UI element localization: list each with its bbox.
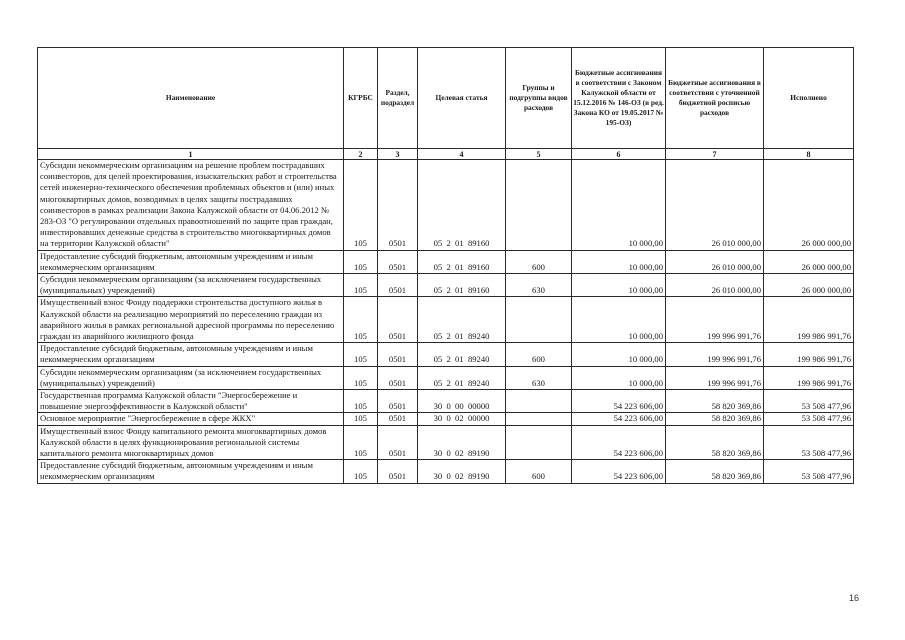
row-target: 05 2 01 89240: [418, 343, 506, 366]
row-group: [506, 297, 572, 343]
row-name: Предоставление субсидий бюджетным, автономным учреждениям и иным некоммерческим организациям: [38, 250, 344, 273]
row-law-amount: 10 000,00: [572, 366, 666, 389]
row-name: Субсидии некоммерческим организациям (за исключением государственных (муниципальных) учреждений): [38, 366, 344, 389]
row-group: [506, 160, 572, 251]
column-number: 7: [666, 149, 764, 160]
row-group: [506, 425, 572, 460]
row-target: 05 2 01 89160: [418, 250, 506, 273]
column-number: 8: [764, 149, 854, 160]
table-row: [38, 390, 854, 413]
table-row: [38, 425, 854, 460]
row-executed-amount: 53 508 477,96: [764, 390, 854, 413]
row-kgrbs: 105: [344, 297, 378, 343]
row-section: 0501: [378, 413, 418, 425]
row-revised-amount: 199 996 991,76: [666, 343, 764, 366]
table-row: [38, 250, 854, 273]
row-name: Предоставление субсидий бюджетным, автономным учреждениям и иным некоммерческим организациям: [38, 460, 344, 483]
row-section: 0501: [378, 274, 418, 297]
table-row: [38, 160, 854, 251]
row-group: 600: [506, 343, 572, 366]
row-revised-amount: 58 820 369,86: [666, 413, 764, 425]
header-target: Целевая статья: [418, 48, 506, 149]
row-kgrbs: 105: [344, 160, 378, 251]
row-group: 600: [506, 460, 572, 483]
row-name: Субсидии некоммерческим организациям (за исключением государственных (муниципальных) учреждений): [38, 274, 344, 297]
row-section: 0501: [378, 250, 418, 273]
row-kgrbs: 105: [344, 425, 378, 460]
table-row: [38, 366, 854, 389]
column-number: 2: [344, 149, 378, 160]
header-revised: Бюджетные ассигнования в соответствии с уточненной бюджетной росписью расходов: [666, 48, 764, 149]
table-header-row: [38, 48, 854, 149]
row-section: 0501: [378, 460, 418, 483]
column-number: 5: [506, 149, 572, 160]
row-law-amount: 54 223 606,00: [572, 460, 666, 483]
row-executed-amount: 199 986 991,76: [764, 343, 854, 366]
row-executed-amount: 26 000 000,00: [764, 274, 854, 297]
row-law-amount: 54 223 606,00: [572, 390, 666, 413]
row-target: 30 0 00 00000: [418, 390, 506, 413]
row-target: 30 0 02 00000: [418, 413, 506, 425]
row-group: 630: [506, 274, 572, 297]
page-number: 16: [848, 593, 859, 603]
header-name: Наименование: [38, 48, 344, 149]
row-kgrbs: 105: [344, 274, 378, 297]
column-numbers-row: [38, 149, 854, 160]
row-law-amount: 54 223 606,00: [572, 413, 666, 425]
table-row: [38, 460, 854, 483]
column-number: 6: [572, 149, 666, 160]
budget-table: [37, 47, 854, 484]
table-row: [38, 297, 854, 343]
table-row: [38, 274, 854, 297]
row-executed-amount: 53 508 477,96: [764, 425, 854, 460]
row-section: 0501: [378, 366, 418, 389]
row-revised-amount: 26 010 000,00: [666, 160, 764, 251]
row-section: 0501: [378, 343, 418, 366]
row-law-amount: 10 000,00: [572, 274, 666, 297]
row-group: 630: [506, 366, 572, 389]
row-revised-amount: 58 820 369,86: [666, 425, 764, 460]
row-target: 05 2 01 89160: [418, 160, 506, 251]
row-kgrbs: 105: [344, 366, 378, 389]
row-executed-amount: 199 986 991,76: [764, 366, 854, 389]
row-target: 30 0 02 89190: [418, 425, 506, 460]
row-revised-amount: 26 010 000,00: [666, 274, 764, 297]
row-target: 05 2 01 89160: [418, 274, 506, 297]
row-section: 0501: [378, 160, 418, 251]
row-name: Предоставление субсидий бюджетным, автономным учреждениям и иным некоммерческим организациям: [38, 343, 344, 366]
table-row: [38, 343, 854, 366]
row-law-amount: 10 000,00: [572, 250, 666, 273]
row-group: [506, 390, 572, 413]
row-revised-amount: 26 010 000,00: [666, 250, 764, 273]
row-kgrbs: 105: [344, 390, 378, 413]
row-revised-amount: 58 820 369,86: [666, 460, 764, 483]
header-executed: Исполнено: [764, 48, 854, 149]
row-kgrbs: 105: [344, 460, 378, 483]
row-kgrbs: 105: [344, 250, 378, 273]
row-name: Имущественный взнос Фонду поддержки строительства доступного жилья в Калужской области на реализацию мероприятий по переселению граждан из аварийного жилья в рамках региональной адресной программы по переселению граждан из аварийного жилищного фонда: [38, 297, 344, 343]
row-section: 0501: [378, 390, 418, 413]
table-row: [38, 413, 854, 425]
row-section: 0501: [378, 297, 418, 343]
row-target: 05 2 01 89240: [418, 366, 506, 389]
header-group: Группы и подгруппы видов расходов: [506, 48, 572, 149]
row-law-amount: 54 223 606,00: [572, 425, 666, 460]
row-section: 0501: [378, 425, 418, 460]
row-revised-amount: 199 996 991,76: [666, 297, 764, 343]
row-law-amount: 10 000,00: [572, 297, 666, 343]
row-law-amount: 10 000,00: [572, 160, 666, 251]
row-revised-amount: 58 820 369,86: [666, 390, 764, 413]
row-kgrbs: 105: [344, 343, 378, 366]
row-name: Имущественный взнос Фонду капитального ремонта многоквартирных домов Калужской области в целях функционирования региональной системы капитального ремонта многоквартирных домов: [38, 425, 344, 460]
header-kgrbs: КГРБС: [344, 48, 378, 149]
row-executed-amount: 26 000 000,00: [764, 160, 854, 251]
row-executed-amount: 199 986 991,76: [764, 297, 854, 343]
column-number: 4: [418, 149, 506, 160]
header-section: Раздел, подраздел: [378, 48, 418, 149]
row-executed-amount: 26 000 000,00: [764, 250, 854, 273]
row-executed-amount: 53 508 477,96: [764, 413, 854, 425]
row-revised-amount: 199 996 991,76: [666, 366, 764, 389]
header-law: Бюджетные ассигнования в соответствии с Законом Калужской области от 15.12.2016 № 146-ОЗ (в ред. Закона КО от 19.05.2017 № 195-ОЗ): [572, 48, 666, 149]
row-target: 05 2 01 89240: [418, 297, 506, 343]
column-number: 3: [378, 149, 418, 160]
column-number: 1: [38, 149, 344, 160]
row-name: Субсидии некоммерческим организациям на решение проблем пострадавших соинвесторов, для целей проектирования, изыскательских работ и строительства сетей инженерно-технического обеспечения проблемных объектов и (или) иных многоквартирных домов, возводимых в целях защиты пострадавших соинвесторов в рамках реализации Закона Калужской области от 04.06.2012 № 283-ОЗ "О регулировании отдельных правоотношений по защите прав граждан, инвестировавших денежные средства в строительство многоквартирных домов на территории Калужской области": [38, 160, 344, 251]
row-law-amount: 10 000,00: [572, 343, 666, 366]
row-kgrbs: 105: [344, 413, 378, 425]
row-group: [506, 413, 572, 425]
row-group: 600: [506, 250, 572, 273]
row-name: Государственная программа Калужской области "Энергосбережение и повышение энергоэффективности в Калужской области": [38, 390, 344, 413]
row-name: Основное мероприятие "Энергосбережение в сфере ЖКХ": [38, 413, 344, 425]
row-executed-amount: 53 508 477,96: [764, 460, 854, 483]
row-target: 30 0 02 89190: [418, 460, 506, 483]
